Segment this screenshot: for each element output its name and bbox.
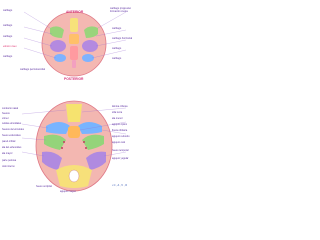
bottom-label-b2: agujero magno (60, 190, 76, 193)
top-label-left-3: cartílago (3, 35, 13, 38)
bottom-sella-orange (68, 126, 80, 138)
bottom-label-l3: vómer (2, 117, 9, 120)
top-label-right-3: cartílago horizontal (112, 37, 133, 40)
bottom-skull-base-diagram (36, 101, 112, 191)
bottom-ethmoid-yellow (66, 104, 82, 122)
bottom-label-l11: oído interno (2, 165, 15, 168)
top-label-right-2: cartílago (112, 27, 122, 30)
bottom-label-l10: parte petrosa (2, 159, 17, 162)
top-label-bottom: cartílago perinotocordal (20, 68, 45, 71)
foramen-dot-right-1 (83, 141, 85, 143)
bottom-label-r6: agujero redondo (112, 135, 130, 138)
foramen-dot-right-2 (85, 147, 87, 149)
bottom-label-l7: pared orbital (2, 140, 16, 143)
bottom-label-l8: ala del esfenoides (2, 146, 22, 149)
bottom-label-l6: hueso esfenoides (2, 134, 21, 137)
posterior-title: POSTERIOR (64, 77, 84, 81)
top-central-yellow (70, 18, 78, 32)
top-purple-left (50, 40, 66, 52)
top-chondrocranium-diagram (42, 12, 106, 76)
bottom-label-b1: hueso occipital (36, 185, 52, 188)
top-label-left-4: esbozo óseo (3, 45, 17, 48)
bottom-label-l9: ala mayor (2, 152, 13, 155)
top-label-right-5: cartílago (112, 57, 122, 60)
top-label-left-5: cartílago (3, 55, 13, 58)
top-purple-right (82, 40, 98, 52)
foramen-dot-left-2 (61, 147, 63, 149)
bottom-label-r1: lámina cribosa (112, 105, 128, 108)
bottom-label-r5: fisura orbitaria (112, 129, 128, 132)
top-label-left-2: cartílago (3, 24, 13, 27)
bottom-label-r4: agujero óptico (112, 123, 128, 126)
top-central-orange (69, 34, 79, 44)
bottom-label-r9: agujero yugular (112, 157, 129, 160)
top-label-right-4: cartílago (112, 47, 122, 50)
bottom-label-l5: huesos del etmoides (2, 128, 24, 131)
bottom-foramen-magnum (69, 170, 79, 182)
legend: • C , A , V , O (112, 184, 128, 187)
bottom-label-r7: agujero oval (112, 141, 126, 144)
bottom-label-l1: conducto nasal (2, 107, 19, 110)
top-label-left-1: cartílago (3, 9, 13, 12)
foramen-dot-left-1 (63, 141, 65, 143)
anterior-title: ANTERIOR (66, 10, 84, 14)
top-label-right-1a: cartílago progresivo (110, 7, 131, 10)
bottom-label-l2: huesos (2, 112, 10, 115)
bottom-label-r8: hueso temporal (112, 149, 129, 152)
skull-base-diagram (0, 0, 149, 198)
top-label-right-1b: formación cresta (110, 10, 128, 13)
top-notochord (72, 60, 76, 68)
bottom-label-r3: ala menor (112, 117, 123, 120)
top-central-pink (70, 46, 78, 60)
bottom-label-l4: celdas etmoidales (2, 122, 22, 125)
bottom-label-r2: silla turca (112, 111, 123, 114)
